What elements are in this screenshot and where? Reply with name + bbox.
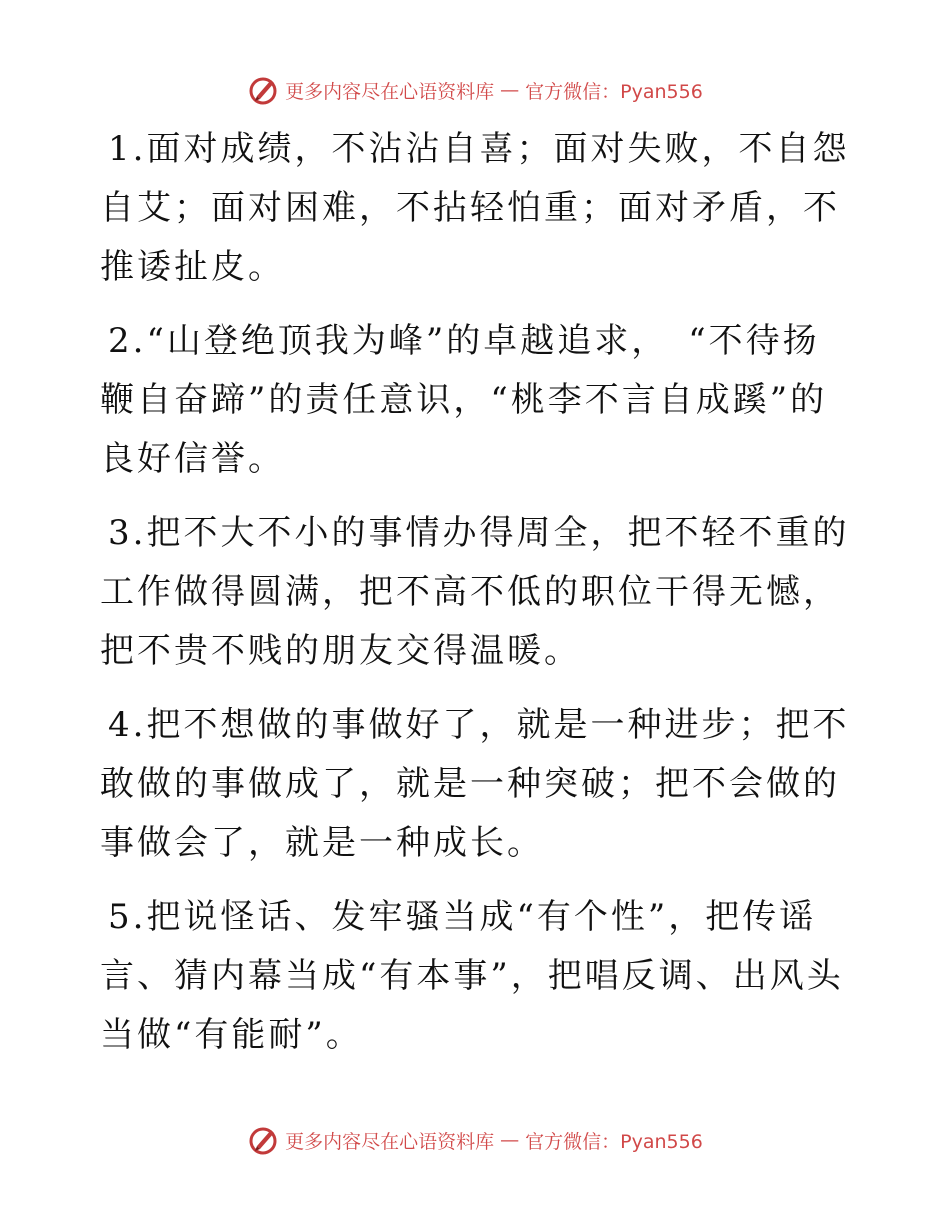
- pen-logo-icon: [247, 74, 279, 106]
- banner-separator: —: [500, 79, 520, 101]
- banner-title: 更多内容尽在心语资料库: [285, 80, 495, 103]
- paragraph-5: 5.把说怪话、发牢骚当成“有个性”，把传谣言、猜内幕当成“有本事”，把唱反调、出风头当做“有能耐”。: [100, 897, 844, 1055]
- footer-banner: [0, 1120, 950, 1160]
- header-banner: [0, 70, 950, 110]
- banner-separator: —: [500, 1129, 520, 1151]
- paragraph-2: 2.“山登绝顶我为峰”的卓越追求， “不待扬鞭自奋蹄”的责任意识，“桃李不言自成蹊”的良好信誉。: [100, 321, 828, 479]
- wechat-label: 官方微信：Pyan556: [525, 1130, 703, 1153]
- wechat-label: 官方微信：Pyan556: [525, 80, 703, 103]
- paragraph-1: 1.面对成绩，不沾沾自喜；面对失败，不自怨自艾；面对困难，不拈轻怕重；面对矛盾，不推诿扯皮。: [100, 129, 850, 287]
- pen-logo-icon: [247, 1124, 279, 1156]
- paragraph-3: 3.把不大不小的事情办得周全，把不轻不重的工作做得圆满，把不高不低的职位干得无憾，把不贵不贱的朋友交得温暖。: [100, 513, 850, 671]
- document-body: [100, 120, 850, 1080]
- paragraph-4: 4.把不想做的事做好了，就是一种进步；把不敢做的事做成了，就是一种突破；把不会做的事做会了，就是一种成长。: [100, 705, 850, 863]
- banner-title: 更多内容尽在心语资料库: [285, 1130, 495, 1153]
